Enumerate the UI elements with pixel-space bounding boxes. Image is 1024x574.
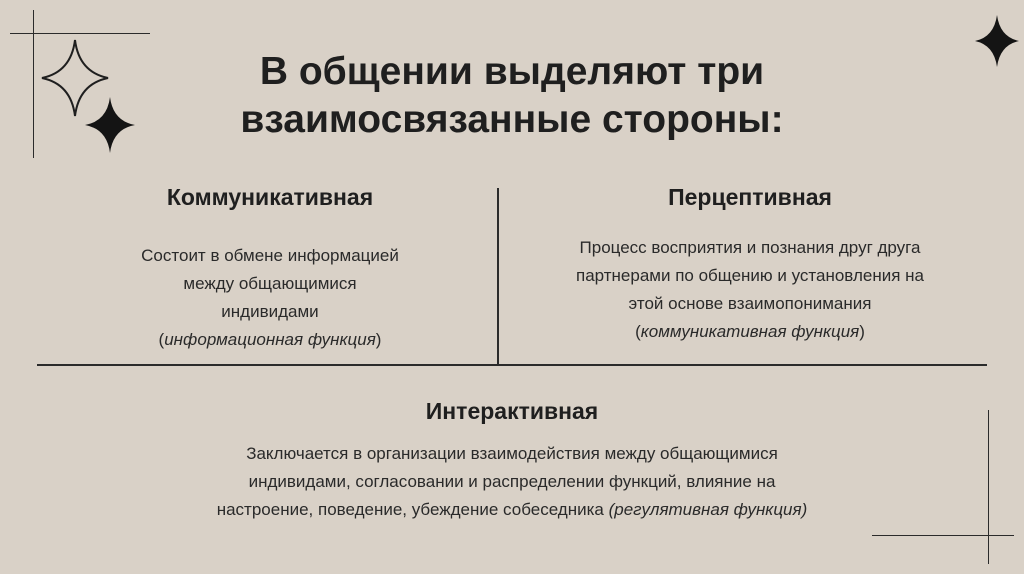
perceptive-line-1: Процесс восприятия и познания друг друга xyxy=(579,238,921,257)
interactive-function-text: регулятивная функция xyxy=(614,500,802,519)
vertical-divider xyxy=(497,188,499,364)
perceptive-heading: Перцептивная xyxy=(668,184,832,210)
perceptive-line-2: партнерами по общению и установления на xyxy=(576,266,924,285)
communicative-line-2: между общающимися xyxy=(183,274,357,293)
corner-line-bottom-horizontal xyxy=(872,535,1014,536)
communicative-line-3: индивидами xyxy=(221,302,319,321)
page-title-line-1: В общении выделяют три xyxy=(259,50,765,93)
interactive-line-2: индивидами, согласовании и распределении функций, влияние на xyxy=(248,472,776,491)
filled-sparkle-icon xyxy=(84,96,136,154)
communicative-function-text: информационная функция xyxy=(164,330,376,349)
communicative-function: (информационная функция) xyxy=(158,330,382,349)
interactive-line-3 xyxy=(140,496,884,524)
corner-line-bottom-vertical xyxy=(988,410,989,564)
communicative-line-1: Состоит в обмене информацией xyxy=(141,246,399,265)
interactive-description xyxy=(140,440,884,524)
page-title xyxy=(150,48,874,144)
interactive-line-3-text: настроение, поведение, убеждение собеседника xyxy=(216,500,604,519)
horizontal-divider xyxy=(37,364,987,366)
perceptive-function: (коммуникативная функция) xyxy=(635,322,865,341)
communicative-description xyxy=(50,242,490,354)
filled-sparkle-icon-top-right xyxy=(974,14,1020,68)
corner-line-top-vertical xyxy=(33,10,34,158)
perceptive-function-text: коммуникативная функция xyxy=(640,322,860,341)
interactive-line-1: Заключается в организации взаимодействия между общающимися xyxy=(246,444,778,463)
page-title-line-2: взаимосвязанные стороны: xyxy=(240,98,784,141)
perceptive-description xyxy=(520,234,980,346)
perceptive-line-3: этой основе взаимопонимания xyxy=(628,294,872,313)
interactive-function: (регулятивная функция) xyxy=(608,500,808,519)
communicative-heading: Коммуникативная xyxy=(166,184,374,210)
interactive-heading: Интерактивная xyxy=(425,398,599,424)
corner-line-top-horizontal xyxy=(10,33,150,34)
